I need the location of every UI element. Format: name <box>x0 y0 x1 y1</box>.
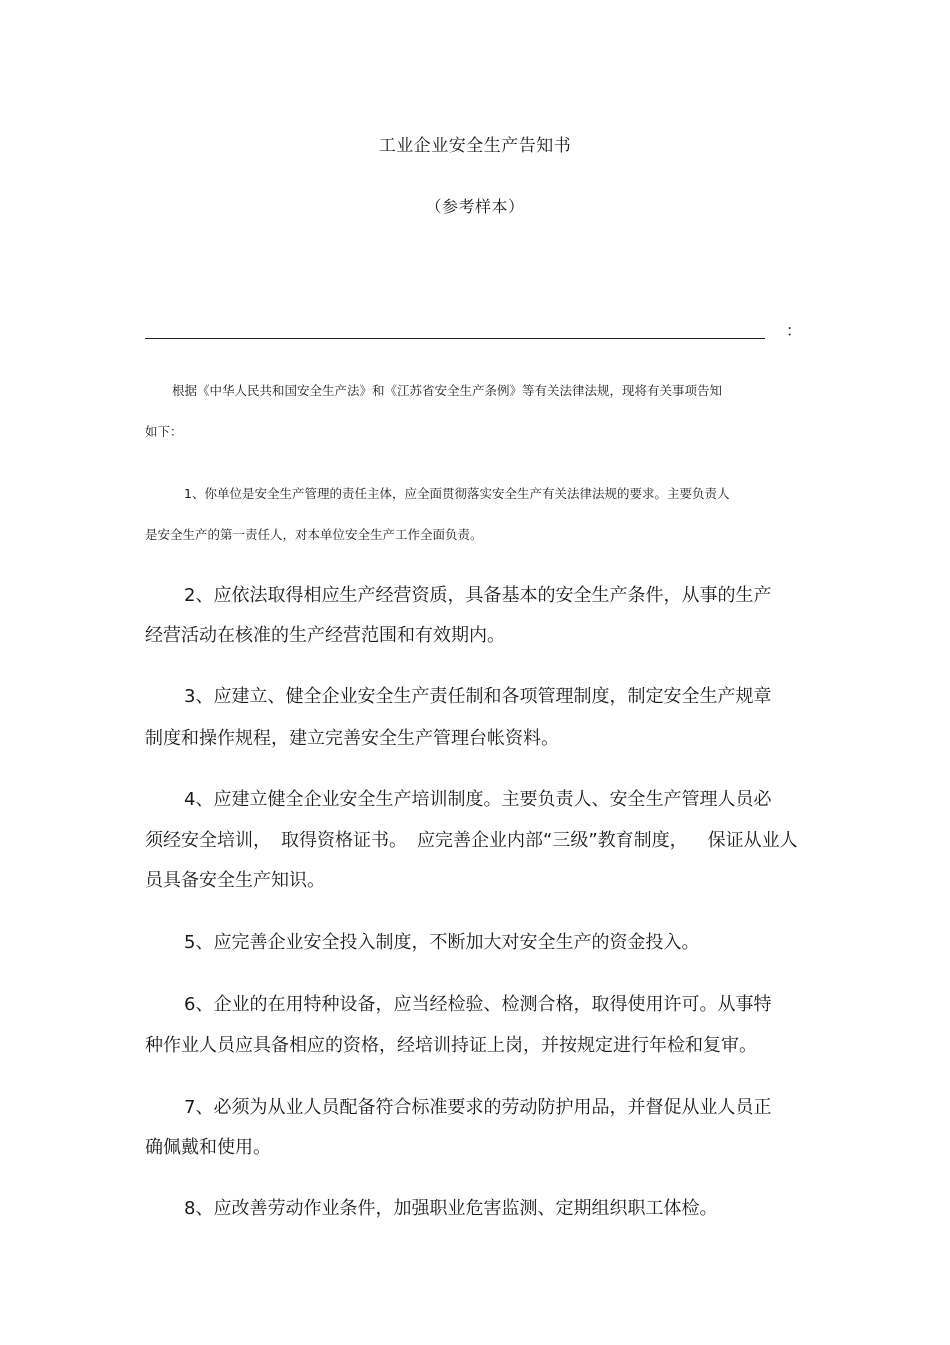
item-4-line-3: 员具备安全生产知识。 <box>145 870 325 891</box>
item-4-line-2-part-d: 保证从业人 <box>707 830 798 851</box>
document-title: 工业企业安全生产告知书 <box>378 136 572 156</box>
item-7-line-1: 7、必须为从业人员配备符合标准要求的劳动防护用品，并督促从业人员正 <box>184 1097 772 1118</box>
intro-line-1: 根据《中华人民共和国安全生产法》和《江苏省安全生产条例》等有关法律法规，现将有关事项告知 <box>172 383 723 398</box>
item-2-line-1: 2、应依法取得相应生产经营资质，具备基本的安全生产条件，从事的生产 <box>184 585 772 606</box>
item-1-line-1: 1、你单位是安全生产管理的责任主体，应全面贯彻落实安全生产有关法律法规的要求。主要负责人 <box>184 486 730 501</box>
item-4-line-2-part-b: 取得资格证书。 <box>281 830 407 851</box>
item-4-line-2-part-a: 须经安全培训， <box>145 830 271 851</box>
item-7-line-2: 确佩戴和使用。 <box>145 1137 271 1158</box>
item-4-line-2-part-c: 应完善企业内部“三级”教育制度， <box>417 830 688 851</box>
intro-line-2: 如下： <box>145 424 183 439</box>
addressee-blank-line <box>145 338 765 339</box>
document-subtitle: （参考样本） <box>425 197 525 216</box>
item-4-line-1: 4、应建立健全企业安全生产培训制度。主要负责人、安全生产管理人员必 <box>184 789 772 810</box>
item-3-line-1: 3、应建立、健全企业安全生产责任制和各项管理制度，制定安全生产规章 <box>184 686 772 707</box>
item-2-line-2: 经营活动在核准的生产经营范围和有效期内。 <box>145 625 505 646</box>
item-8-line-1: 8、应改善劳动作业条件，加强职业危害监测、定期组织职工体检。 <box>184 1198 718 1219</box>
item-3-line-2: 制度和操作规程，建立完善安全生产管理台帐资料。 <box>145 728 559 749</box>
item-5-line-1: 5、应完善企业安全投入制度，不断加大对安全生产的资金投入。 <box>184 932 700 953</box>
addressee-colon: ： <box>786 321 803 340</box>
item-6-line-2: 种作业人员应具备相应的资格，经培训持证上岗，并按规定进行年检和复审。 <box>145 1035 757 1056</box>
item-1-line-2: 是安全生产的第一责任人，对本单位安全生产工作全面负责。 <box>145 527 483 542</box>
item-6-line-1: 6、企业的在用特种设备，应当经检验、检测合格，取得使用许可。从事特 <box>184 994 772 1015</box>
item-4-line-2 <box>145 829 798 853</box>
